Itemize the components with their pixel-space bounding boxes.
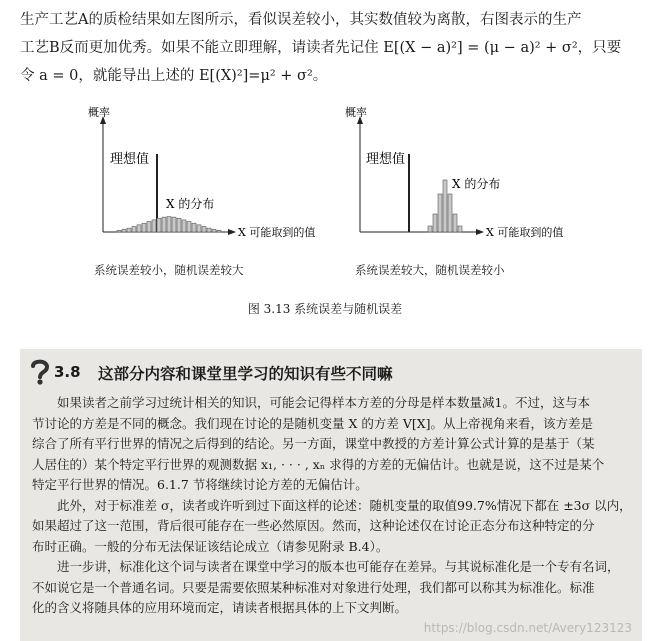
section-line: 节讨论的方差是不同的概念。我们现在讨论的是随机变量 X 的方差 V[X]。从上帝视角来看，该方差是 [32, 415, 594, 431]
left-true-value-label: 理想值 [110, 152, 150, 167]
right-bar [438, 194, 442, 232]
left-bar [192, 223, 196, 232]
section-line: 布时正确。一般的分布无法保证该结论成立（请参见附录 B.4）。 [32, 538, 389, 554]
section-line: 如果读者之前学习过统计相关的知识，可能会记得样本方差的分母是样本数量减1。不过，这与本 [57, 395, 590, 410]
right-bar [453, 214, 457, 232]
intro-line-3: 令 a = 0，就能导出上述的 E[(X)²]=μ² + σ²。 [20, 68, 328, 84]
section-line: 特定平行世界的情况。6.1.7 节将继续讨论方差的无偏估计。 [32, 477, 368, 492]
section-line: 进一步讲，标准化这个词与读者在课堂中学习的版本也可能存在差异。与其说标准化是一个专有名词， [57, 559, 620, 574]
right-bar [443, 180, 447, 232]
left-bar [212, 229, 216, 232]
left-bar [147, 222, 151, 232]
right-bar [448, 194, 452, 232]
right-dist-label: X 的分布 [452, 177, 501, 191]
left-bar [137, 225, 141, 232]
figure-caption: 图 3.13 系统误差与随机误差 [247, 302, 403, 316]
left-bar [197, 225, 201, 232]
right-x-arrow [476, 229, 484, 235]
section-line: 如果超过了这一范围，背后很可能存在一些必然原因。然而，这种论述仅在讨论正态分布这种特定的分 [32, 518, 595, 533]
left-bar [172, 217, 176, 232]
section-line: 综合了所有平行世界的情况之后得到的结论。另一方面，课堂中教授的方差计算公式计算的是基于（某 [32, 436, 595, 451]
left-bar [187, 222, 191, 232]
left-bar [142, 223, 146, 232]
left-bar [117, 230, 121, 232]
section-line: 化的含义将随具体的应用环境而定，请读者根据具体的上下文判断。 [32, 600, 408, 615]
intro-line-2: 工艺B反而更加优秀。如果不能立即理解，请读者先记住 E[(X − a)²] = (μ − a)² + σ²，只要 [20, 40, 622, 56]
right-y-label: 概率 [345, 106, 367, 119]
right-chart-caption: 系统误差较大，随机误差较小 [355, 263, 505, 277]
left-chart [88, 105, 315, 239]
watermark: https://blog.csdn.net/Avery123123 [423, 621, 632, 635]
right-bar [428, 226, 432, 232]
intro-line-1: 生产工艺A的质检结果如左图所示，看似误差较小，其实数值较为离散，右图表示的生产 [20, 12, 582, 28]
right-bar [433, 214, 437, 232]
section-number: 3.8 [54, 363, 81, 381]
left-bar [132, 227, 136, 233]
section-line: 此外，对于标准差 σ，读者或许听到过下面这样的论述：随机变量的取值99.7%情况下都在 ±3σ 以内， [57, 497, 632, 513]
left-bar [217, 230, 221, 232]
left-bar [167, 217, 171, 232]
right-bar [458, 226, 462, 232]
left-bar [152, 220, 156, 232]
left-bar [177, 218, 181, 232]
question-mark-icon [28, 357, 52, 385]
left-bar [127, 228, 131, 232]
right-true-value-label: 理想值 [366, 152, 406, 167]
section-line: 不如说它是一个普通名词。只要是需要依照某种标准对对象进行处理，我们都可以称其为标准化。标准 [32, 579, 595, 595]
section-header [20, 357, 642, 387]
section-line: 人居住的）某个特定平行世界的观测数据 x₁, · · · , xₙ 求得的方差的无偏估计。也就是说，这不过是某个 [32, 456, 605, 472]
left-chart-caption: 系统误差较小，随机误差较大 [94, 263, 244, 277]
right-chart [345, 105, 563, 239]
section-body [32, 393, 632, 619]
left-x-label: X 可能取到的值 [238, 226, 316, 239]
left-bar [162, 217, 166, 232]
right-x-label: X 可能取到的值 [486, 226, 564, 239]
left-bar [157, 218, 161, 232]
left-bar [207, 228, 211, 232]
left-x-arrow [228, 229, 236, 235]
section-title: 这部分内容和课堂里学习的知识有些不同嘛 [98, 365, 393, 383]
left-bar [202, 227, 206, 233]
left-y-label: 概率 [88, 106, 110, 119]
left-bar [182, 220, 186, 232]
left-bars [117, 217, 221, 232]
left-dist-label: X 的分布 [166, 197, 215, 211]
left-bar [122, 229, 126, 232]
figure-3-13 [0, 0, 650, 300]
sidebar-box [20, 349, 642, 641]
